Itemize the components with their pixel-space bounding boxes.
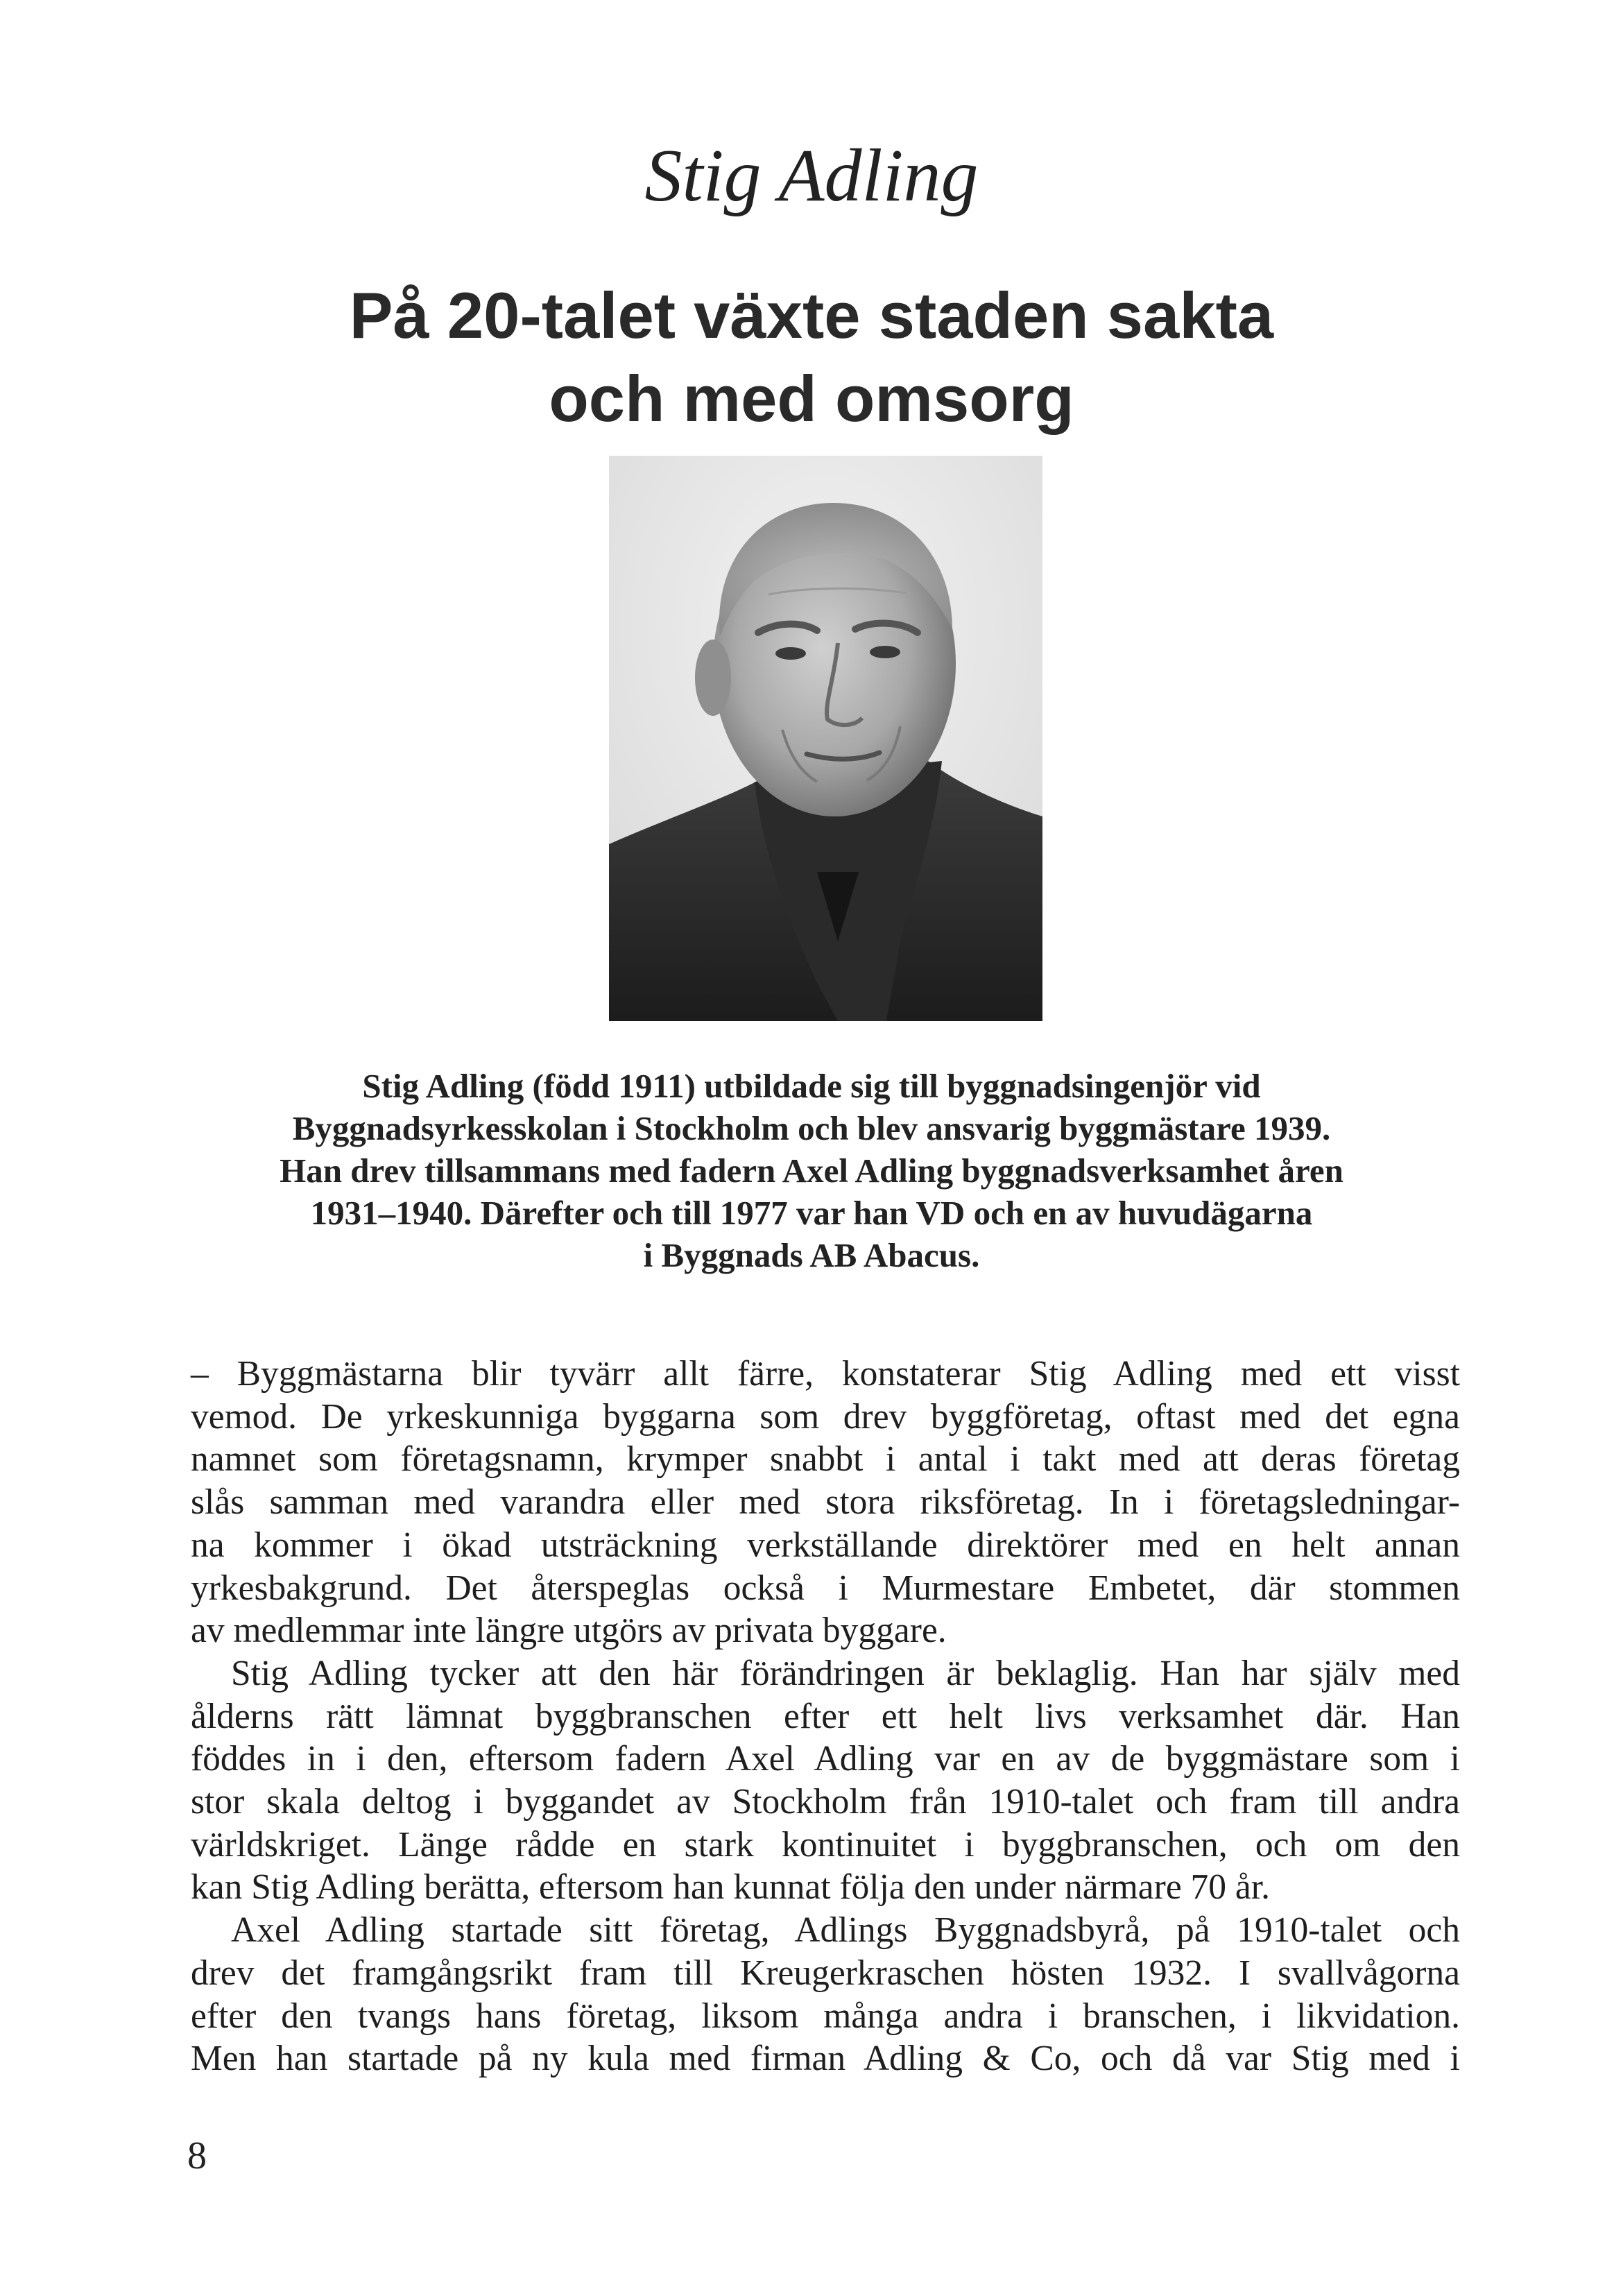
caption-line: Han drev tillsammans med fadern Axel Adling byggnadsverksamhet åren xyxy=(280,1151,1343,1190)
body-line: na kommer i ökad utsträckning verkställande direktörer med en helt annan xyxy=(191,1525,1460,1565)
body-line: Stig Adling tycker att den här förändringen är beklaglig. Han har själv med xyxy=(231,1653,1460,1693)
body-line: – Byggmästarna blir tyvärr allt färre, konstaterar Stig Adling med ett visst xyxy=(191,1354,1460,1394)
photo-caption xyxy=(208,1065,1415,1276)
caption-line: i Byggnads AB Abacus. xyxy=(643,1236,980,1274)
article-headline xyxy=(0,274,1623,440)
page-number: 8 xyxy=(187,2134,207,2177)
body-line: stor skala deltog i byggandet av Stockholm från 1910-talet och fram till andra xyxy=(191,1782,1460,1822)
body-line: vemod. De yrkeskunniga byggarna som drev byggföretag, oftast med det egna xyxy=(191,1396,1460,1437)
body-line: Axel Adling startade sitt företag, Adlings Byggnadsbyrå, på 1910-talet och xyxy=(231,1910,1460,1951)
body-line: Men han startade på ny kula med firman Adling & Co, och då var Stig med i xyxy=(191,2039,1460,2079)
caption-line: Stig Adling (född 1911) utbildade sig till byggnadsingenjör vid xyxy=(362,1067,1261,1105)
body-line: ålderns rätt lämnat byggbranschen efter ett helt livs verksamhet där. Han xyxy=(191,1696,1460,1736)
portrait-photo xyxy=(609,456,1042,1021)
caption-line: Byggnadsyrkesskolan i Stockholm och blev ansvarig byggmästare 1939. xyxy=(292,1109,1331,1147)
body-line: världskriget. Länge rådde en stark kontinuitet i byggbranschen, och om den xyxy=(191,1824,1460,1865)
body-line: drev det framgångsrikt fram till Kreugerkraschen hösten 1932. I svallvågorna xyxy=(191,1953,1460,1993)
caption-line: 1931–1940. Därefter och till 1977 var han VD och en av huvudägarna xyxy=(310,1194,1313,1232)
body-line: yrkesbakgrund. Det återspeglas också i Murmestare Embetet, där stommen xyxy=(191,1568,1460,1608)
body-line: slås samman med varandra eller med stora riksföretag. In i företagsledningar- xyxy=(191,1482,1460,1523)
article-author: Stig Adling xyxy=(644,135,979,217)
body-line: föddes in i den, eftersom fadern Axel Adling var en av de byggmästare som i xyxy=(191,1739,1460,1779)
body-line: kan Stig Adling berätta, eftersom han kunnat följa den under närmare 70 år. xyxy=(191,1867,1270,1908)
body-line: namnet som företagsnamn, krymper snabbt i antal i takt med att deras företag xyxy=(191,1439,1460,1480)
body-line: efter den tvangs hans företag, liksom många andra i branschen, i likvidation. xyxy=(191,1996,1460,2036)
headline-line-2: och med omsorg xyxy=(549,362,1074,435)
body-line: av medlemmar inte längre utgörs av privata byggare. xyxy=(191,1611,947,1651)
headline-line-1: På 20-talet växte staden sakta xyxy=(349,279,1274,352)
article-body xyxy=(191,1353,1460,2080)
